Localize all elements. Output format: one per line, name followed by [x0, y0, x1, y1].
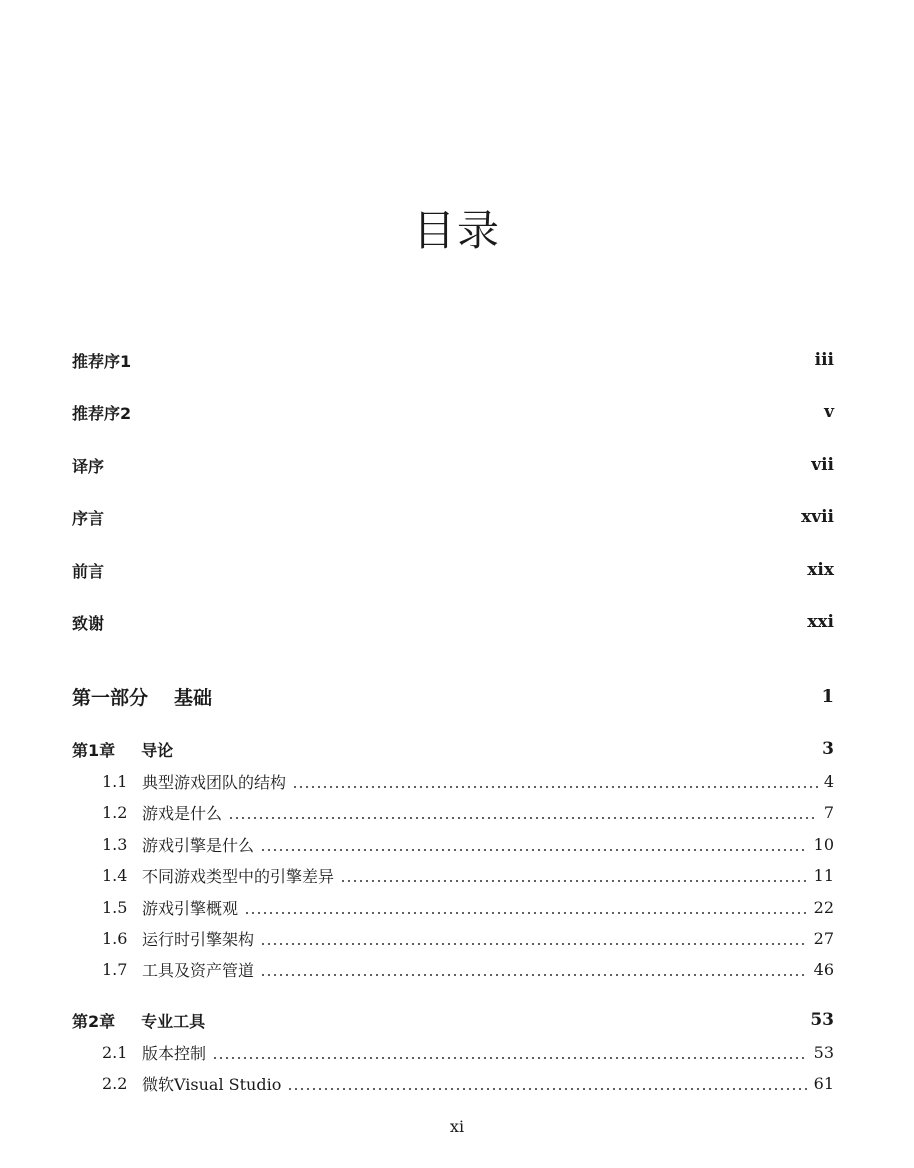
toc-part-entry[interactable] — [72, 682, 834, 710]
toc-entry[interactable] — [72, 400, 834, 424]
entry-label: 序言 — [72, 508, 105, 528]
toc-entry[interactable] — [72, 505, 834, 529]
section-title: 版本控制 — [142, 1043, 207, 1063]
entry-label: 前言 — [72, 561, 105, 581]
toc-chapter-entry[interactable] — [72, 1008, 834, 1032]
section-number: 1.7 — [102, 959, 128, 979]
dot-leader — [260, 838, 808, 852]
section-number: 1.1 — [102, 771, 128, 791]
section-title: 游戏引擎是什么 — [142, 835, 255, 855]
dot-leader — [244, 901, 808, 915]
chapter-label: 第1章 — [72, 740, 116, 760]
section-page: 4 — [823, 771, 834, 791]
section-page: 22 — [813, 897, 834, 917]
section-title: 不同游戏类型中的引擎差异 — [142, 866, 335, 886]
toc-entry[interactable] — [72, 610, 834, 634]
dot-leader — [260, 963, 808, 977]
page-title: 目录 — [412, 206, 501, 255]
toc-section-entry[interactable] — [102, 957, 834, 981]
chapter-page: 53 — [810, 1010, 834, 1030]
entry-page: v — [824, 402, 834, 422]
toc-section-entry[interactable] — [102, 832, 834, 856]
toc-section-entry[interactable] — [102, 863, 834, 887]
section-title: 游戏是什么 — [142, 803, 223, 823]
page-number: xi — [449, 1117, 465, 1136]
entry-page: xxi — [807, 612, 834, 632]
section-number: 2.2 — [102, 1073, 128, 1093]
dot-leader — [292, 775, 818, 789]
toc-section-entry[interactable] — [102, 1071, 834, 1095]
section-title: 典型游戏团队的结构 — [142, 772, 287, 792]
toc-chapter-entry[interactable] — [72, 737, 834, 761]
dot-leader — [260, 932, 808, 946]
section-number: 2.1 — [102, 1042, 128, 1062]
toc-section-entry[interactable] — [102, 926, 834, 950]
part-title: 基础 — [174, 686, 213, 709]
part-label: 第一部分 — [72, 686, 149, 709]
part-page: 1 — [821, 685, 834, 707]
section-page: 53 — [813, 1042, 834, 1062]
entry-label: 致谢 — [72, 613, 105, 633]
entry-page: xix — [807, 560, 834, 580]
section-title: 工具及资产管道 — [142, 960, 255, 980]
section-page: 27 — [813, 928, 834, 948]
toc-section-entry[interactable] — [102, 895, 834, 919]
section-page: 46 — [813, 959, 834, 979]
entry-page: vii — [811, 455, 834, 475]
toc-entry[interactable] — [72, 453, 834, 477]
toc-entry[interactable] — [72, 558, 834, 582]
section-page: 11 — [813, 865, 834, 885]
dot-leader — [340, 869, 808, 883]
section-title: 游戏引擎概观 — [142, 898, 239, 918]
section-number: 1.3 — [102, 834, 128, 854]
entry-label: 译序 — [72, 456, 105, 476]
section-number: 1.5 — [102, 897, 128, 917]
chapter-page: 3 — [822, 739, 834, 759]
chapter-title: 导论 — [141, 740, 174, 760]
section-title: 微软Visual Studio — [142, 1074, 282, 1094]
entry-label: 推荐序2 — [72, 403, 132, 423]
section-page: 7 — [823, 802, 834, 822]
entry-page: xvii — [801, 507, 834, 527]
dot-leader — [228, 806, 818, 820]
chapter-title: 专业工具 — [141, 1011, 206, 1031]
dot-leader — [212, 1046, 808, 1060]
toc-section-entry[interactable] — [102, 1040, 834, 1064]
section-page: 10 — [813, 834, 834, 854]
entry-label: 推荐序1 — [72, 351, 132, 371]
section-page: 61 — [813, 1073, 834, 1093]
section-number: 1.4 — [102, 865, 128, 885]
toc-entry[interactable] — [72, 348, 834, 372]
toc-section-entry[interactable] — [102, 769, 834, 793]
toc-section-entry[interactable] — [102, 800, 834, 824]
section-number: 1.2 — [102, 802, 128, 822]
section-number: 1.6 — [102, 928, 128, 948]
chapter-label: 第2章 — [72, 1011, 116, 1031]
entry-page: iii — [814, 350, 834, 370]
section-title: 运行时引擎架构 — [142, 929, 255, 949]
dot-leader — [287, 1077, 807, 1091]
